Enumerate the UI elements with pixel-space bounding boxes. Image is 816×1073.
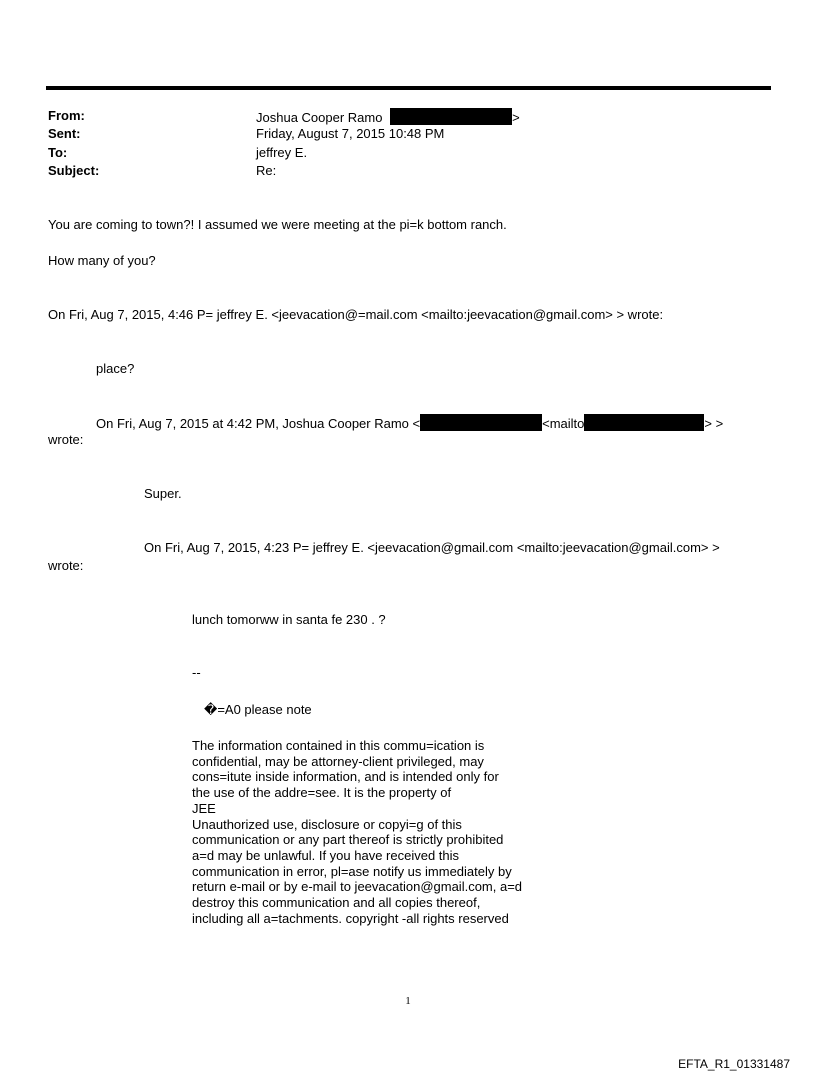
disclaimer-line: confidential, may be attorney-client privileged, may	[192, 753, 484, 769]
signature-note: �=A0 please note	[204, 702, 312, 717]
disclaimer-line: destroy this communication and all copies thereof,	[192, 895, 481, 911]
from-name: Joshua Cooper Ramo	[256, 110, 383, 125]
disclaimer-line: return e-mail or by e-mail to jeevacation@gmail.com, a=d	[192, 879, 523, 895]
from-label: From:	[48, 108, 85, 123]
sent-label: Sent:	[48, 126, 81, 141]
quote1-header: On Fri, Aug 7, 2015, 4:46 P= jeffrey E. <jeevacation@=mail.com <mailto:jeevacation@gmail.com> > wrote:	[48, 307, 664, 322]
disclaimer-line: cons=itute inside information, and is intended only for	[192, 769, 499, 785]
disclaimer-line: communication in error, pl=ase notify us immediately by	[192, 863, 512, 879]
from-suffix: >	[512, 110, 520, 125]
quote2-header-mid: <mailto	[542, 416, 585, 431]
redaction-box	[584, 414, 704, 431]
disclaimer-line: JEE	[192, 800, 216, 816]
quote3-text: lunch tomorww in santa fe 230 . ?	[192, 612, 386, 627]
to-value: jeffrey E.	[256, 145, 308, 160]
page-number: 1	[405, 995, 411, 1007]
disclaimer-line: the use of the addre=see. It is the property of	[192, 785, 452, 801]
quote2-header-end: > >	[704, 416, 724, 431]
disclaimer-line: The information contained in this commu=ication is	[192, 738, 485, 753]
to-label: To:	[48, 145, 68, 160]
redaction-box	[420, 414, 542, 431]
disclaimer	[192, 738, 552, 926]
quote2-header-start: On Fri, Aug 7, 2015 at 4:42 PM, Joshua Cooper Ramo <	[96, 416, 421, 431]
quote2-wrote: wrote:	[48, 432, 84, 447]
quote3-header: On Fri, Aug 7, 2015, 4:23 P= jeffrey E. <jeevacation@gmail.com <mailto:jeevacation@gmail.com> >	[144, 540, 720, 555]
body-line-2: How many of you?	[48, 253, 156, 268]
body-line-1: You are coming to town?! I assumed we were meeting at the pi=k bottom ranch.	[48, 217, 507, 232]
quote1-text: place?	[96, 361, 135, 376]
disclaimer-line: including all a=tachments. copyright -all rights reserved	[192, 910, 509, 926]
document-id-footer: EFTA_R1_01331487	[678, 1057, 790, 1071]
quote2-header	[96, 414, 723, 431]
quote3-wrote: wrote:	[48, 558, 84, 573]
disclaimer-line: a=d may be unlawful. If you have received this	[192, 847, 460, 863]
disclaimer-line: Unauthorized use, disclosure or copyi=g of this	[192, 816, 462, 832]
disclaimer-line: communication or any part thereof is strictly prohibited	[192, 832, 504, 848]
subject-label: Subject:	[48, 163, 100, 178]
sent-value: Friday, August 7, 2015 10:48 PM	[256, 126, 445, 141]
from-value	[256, 108, 520, 125]
quote2-text: Super.	[144, 486, 182, 501]
signature-dashes: --	[192, 665, 201, 680]
header-rule	[46, 86, 771, 90]
redaction-box	[390, 108, 512, 125]
subject-value: Re:	[256, 163, 277, 178]
